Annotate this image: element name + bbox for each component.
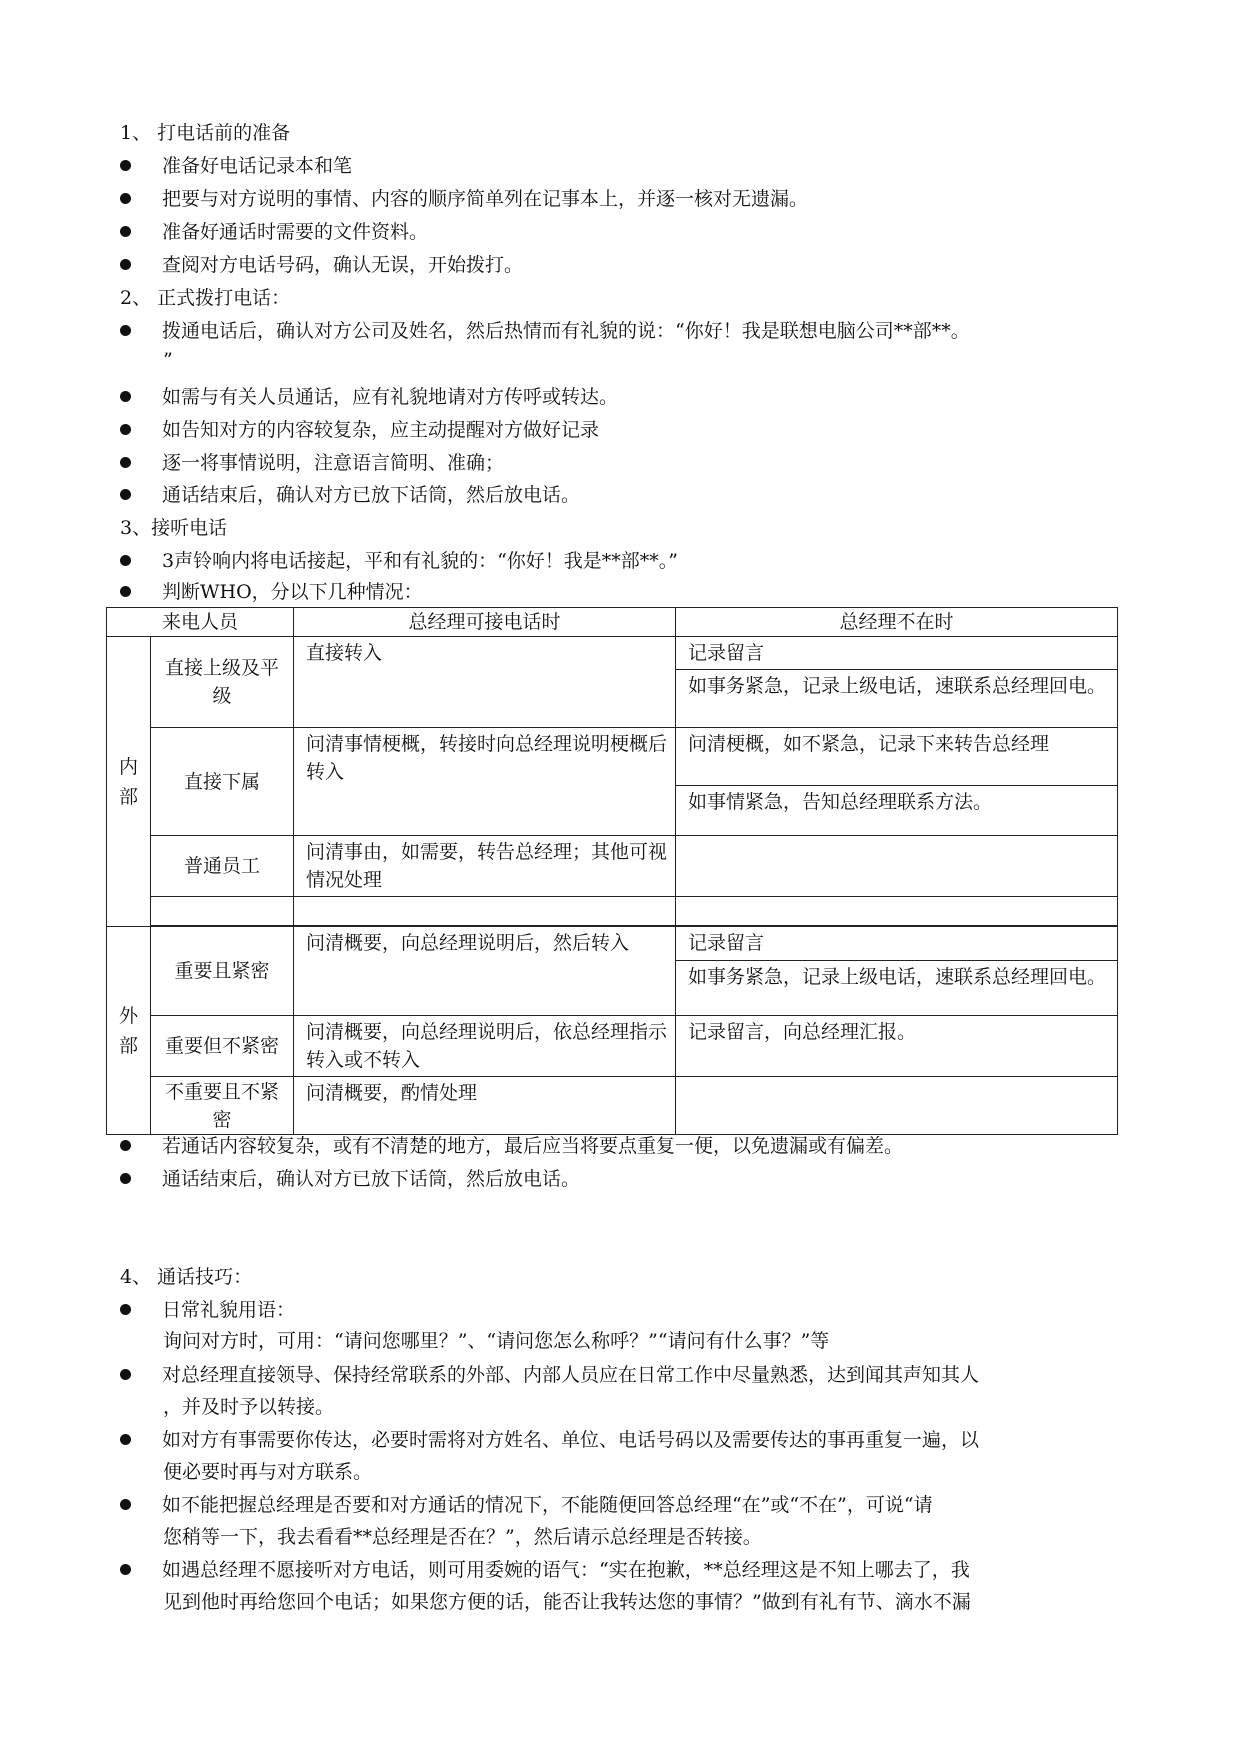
section-2-title: 2、 正式拨打电话： — [120, 287, 291, 309]
absent-cell — [676, 836, 1118, 897]
list-item: 逐一将事情说明，注意语言简明、准确； — [120, 451, 504, 475]
bullet-icon — [120, 259, 131, 270]
list-item-continuation: ，并及时予以转接。 — [163, 1396, 335, 1418]
list-item: 如需与有关人员通话，应有礼貌地请对方传呼或转达。 — [120, 385, 618, 409]
list-item-continuation: 见到他时再给您回个电话；如果您方便的话，能否让我转达您的事情？”做到有礼有节、滴水不漏 — [163, 1591, 971, 1613]
list-item: 通话结束后，确认对方已放下话筒，然后放电话。 — [120, 483, 580, 507]
bullet-icon — [120, 1173, 131, 1184]
available-cell: 问清概要，向总经理说明后，依总经理指示转入或不转入 — [294, 1016, 676, 1077]
available-cell: 问清事由，如需要，转告总经理；其他可视情况处理 — [294, 836, 676, 897]
header-caller: 来电人员 — [107, 608, 294, 637]
bullet-icon — [120, 1564, 131, 1575]
bullet-icon — [120, 193, 131, 204]
list-item-continuation: 询问对方时，可用：“请问您哪里？”、“请问您怎么称呼？”“请问有什么事？”等 — [163, 1330, 830, 1352]
list-item: 如遇总经理不愿接听对方电话，则可用委婉的语气：“实在抱歉，**总经理这是不知上哪去了，我 — [120, 1558, 970, 1582]
bullet-icon — [120, 1304, 131, 1315]
bullet-icon — [120, 457, 131, 468]
list-item: 如告知对方的内容较复杂，应主动提醒对方做好记录 — [120, 418, 599, 442]
header-absent: 总经理不在时 — [676, 608, 1118, 637]
list-item: 如不能把握总经理是否要和对方通话的情况下，不能随便回答总经理“在”或“不在”，可说“请 — [120, 1493, 933, 1517]
bullet-icon — [120, 1369, 131, 1380]
list-item-continuation: 您稍等一下，我去看看**总经理是否在？”，然后请示总经理是否转接。 — [163, 1526, 762, 1548]
bullet-icon — [120, 586, 131, 597]
bullet-icon — [120, 325, 131, 336]
list-item: 把要与对方说明的事情、内容的顺序简单列在记事本上，并逐一核对无遗漏。 — [120, 187, 808, 211]
table-row-empty — [107, 897, 1118, 926]
list-item: 如对方有事需要你传达，必要时需将对方姓名、单位、电话号码以及需要传达的事再重复一遍，以 — [120, 1428, 979, 1452]
absent-cell — [676, 1077, 1118, 1135]
absent-cell: 如事务紧急，记录上级电话，速联系总经理回电。 — [676, 670, 1118, 728]
section-3-title: 3、接听电话 — [120, 517, 228, 539]
list-item: 准备好通话时需要的文件资料。 — [120, 220, 428, 244]
bullet-icon — [120, 424, 131, 435]
list-item: 拨通电话后，确认对方公司及姓名，然后热情而有礼貌的说：“你好！我是联想电脑公司**部**。 — [120, 319, 970, 343]
table-row — [107, 1016, 1118, 1077]
internal-category: 内部 — [107, 637, 151, 927]
available-cell: 问清事情梗概，转接时向总经理说明梗概后转入 — [294, 728, 676, 836]
bullet-icon — [120, 489, 131, 500]
bullet-icon — [120, 1499, 131, 1510]
list-item: 若通话内容较复杂，或有不清楚的地方，最后应当将要点重复一便，以免遗漏或有偏差。 — [120, 1134, 903, 1158]
absent-cell: 记录留言 — [676, 927, 1118, 961]
list-item: 3声铃响内将电话接起，平和有礼貌的：“你好！我是**部**。” — [120, 549, 678, 573]
caller-cell: 直接上级及平级 — [151, 637, 294, 728]
bullet-icon — [120, 1434, 131, 1445]
available-cell: 问清概要，向总经理说明后，然后转入 — [294, 927, 676, 1016]
caller-cell: 重要且紧密 — [151, 927, 294, 1016]
list-item-continuation: 便必要时再与对方联系。 — [163, 1461, 373, 1483]
list-item: 准备好电话记录本和笔 — [120, 154, 352, 178]
bullet-icon — [120, 1140, 131, 1151]
available-cell: 直接转入 — [294, 637, 676, 728]
empty-cell — [151, 897, 294, 926]
list-item: 对总经理直接领导、保持经常联系的外部、内部人员应在日常工作中尽量熟悉，达到闻其声知其人 — [120, 1363, 979, 1387]
list-item: 通话结束后，确认对方已放下话筒，然后放电话。 — [120, 1167, 580, 1191]
list-item-continuation: ” — [163, 349, 173, 371]
empty-cell — [676, 897, 1118, 926]
absent-cell: 如事务紧急，记录上级电话，速联系总经理回电。 — [676, 961, 1118, 1016]
bullet-icon — [120, 160, 131, 171]
caller-cell: 普通员工 — [151, 836, 294, 897]
absent-cell: 如事情紧急，告知总经理联系方法。 — [676, 786, 1118, 836]
bullet-icon — [120, 555, 131, 566]
available-cell: 问清概要，酌情处理 — [294, 1077, 676, 1135]
list-item: 判断WHO，分以下几种情况： — [120, 580, 423, 604]
external-category: 外部 — [107, 927, 151, 1135]
caller-cell: 重要但不紧密 — [151, 1016, 294, 1077]
absent-cell: 记录留言 — [676, 637, 1118, 670]
table-row — [107, 728, 1118, 786]
header-available: 总经理可接电话时 — [294, 608, 676, 637]
table-row — [107, 637, 1118, 670]
table-row — [107, 1077, 1118, 1135]
call-handling-table — [106, 607, 1118, 1135]
table-header-row — [107, 608, 1118, 637]
section-4-title: 4、 通话技巧： — [120, 1266, 253, 1288]
absent-cell: 记录留言，向总经理汇报。 — [676, 1016, 1118, 1077]
absent-cell: 问清梗概，如不紧急，记录下来转告总经理 — [676, 728, 1118, 786]
caller-cell: 直接下属 — [151, 728, 294, 836]
list-item: 查阅对方电话号码，确认无误，开始拨打。 — [120, 253, 523, 277]
bullet-icon — [120, 391, 131, 402]
list-item: 日常礼貌用语： — [120, 1298, 295, 1322]
caller-cell: 不重要且不紧密 — [151, 1077, 294, 1135]
table-row — [107, 836, 1118, 897]
empty-cell — [294, 897, 676, 926]
table-row — [107, 927, 1118, 961]
section-1-title: 1、 打电话前的准备 — [120, 122, 291, 144]
bullet-icon — [120, 226, 131, 237]
